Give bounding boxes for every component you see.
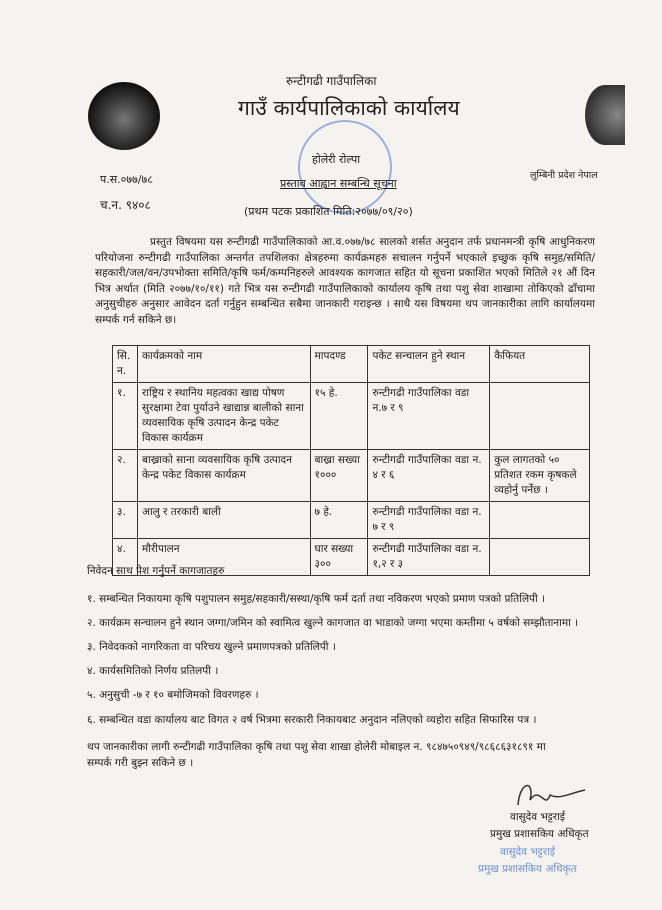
contact-line: थप जानकारीका लागी रुन्टीगढी गाउँपालिका कृषि तथा पशु सेवा शाखा होलेरी मोबाइल न. ९८४७५०९४९/९८६८६३१८९१ मा [87,741,546,753]
table-row [113,502,590,539]
cell-location: रुन्टीगढी गाउँपालिका वडा न.७ र ९ [368,383,490,450]
cell-sn: २. [113,450,138,502]
cell-criteria: ७ हे. [310,502,368,539]
cell-remarks: कुल लागतको ५० प्रतिशत रकम कृषकले व्यहोर्नु पर्नेछ । [490,450,590,502]
cell-program: बाख्राको साना व्यवसायिक कृषि उत्पादन केन्द्र पकेट विकास कार्यक्रम [137,450,310,502]
cell-remarks [490,383,590,450]
cell-location: रुन्टीगढी गाउँपालिका वडा न. १,२ र ३ [368,539,490,576]
province-emblem-logo [585,85,625,145]
cell-remarks [490,502,590,539]
signatory-name: वासुदेव भट्टराई [510,811,566,823]
cell-sn: ४. [113,539,138,576]
signature-mark [510,775,590,815]
header-cell: कैफियत [490,346,590,383]
contact-line: सम्पर्क गरी बुझ्न सकिने छ । [87,757,194,769]
cell-sn: १. [113,383,138,450]
cell-criteria: घार सख्या ३०० [310,539,368,576]
document-item: ५. अनुसुची -७ र १० बमोजिमको विवरणहरु । [87,689,259,701]
header-cell: कार्यक्रमको नाम [137,346,310,383]
document-item: ४. कार्यसमितिको निर्णय प्रतिलपी । [87,665,219,677]
table-row [113,450,590,502]
documents-heading: निवेदन साथ पेश गर्नुपर्ने कागजातहरु [87,565,225,577]
document-item: २. कार्यक्रम सन्चालन हुने स्थान जग्गा/जमिन को स्वामित्व खुल्ने कागजात वा भाडाको जग्गा भएमा कम्तीमा ५ वर्षको सम्झौतानामा । [87,617,579,629]
cell-criteria: बाख्रा सख्या १००० [310,450,368,502]
cell-program: मौरीपालन [137,539,310,576]
cell-location: रुन्टीगढी गाउँपालिका वडा न. ४ र ६ [368,450,490,502]
table-header-row [113,346,590,383]
province-name: लुम्बिनी प्रदेश नेपाल [530,170,598,181]
notice-paragraph: प्रस्तुत विषयमा यस रुन्टीगढी गाउँपालिकाको आ.व.०७७/७८ सालको शर्सत अनुदान तर्फ प्रधानमन्त्री कृषि आधुनिकरण परियोजना रुन्टीगढी गाउँपालिका अन्तर्गत तपशिलका क्षेत्रहरुमा कार्यक्रमहरु सचालन गर्नुपर्ने भएकाले इच्छुक कृषि समुह/समिति/सहकारी/जल/वन/उपभोक्ता समिति/कृषि फर्म/कम्पनिहरुले आवश्यक कागजात सहित यो सूचना प्रकाशित भएको मितिले २१ औं दिन भित्र अर्थात (मिति २०७७/१०/११) गते भित्र यस रुन्टीगढी गाउँपालिकाको कार्यालय कृषि तथा पशु सेवा शाखामा तोकिएको ढाँचामा अनुसुचीहरु अनुसार आवेदन दर्ता गर्नुहुन सम्बन्धित सबैमा जानकारी गराइन्छ । साथै यस विषयमा थप जानकारीका लागि कार्यालयमा सम्पर्क गर्न सकिने छ। [95,236,595,326]
header-cell: पकेट सन्चालन हुने स्थान [368,346,490,383]
table-row [113,383,590,450]
notice-subject: प्रस्ताव आह्वान सम्बन्धि सूचना [280,177,397,190]
cell-program: राष्ट्रिय र स्थानिय महत्वका खाद्य पोषण सुरक्षामा टेवा पुर्याउने खाद्यान्न बालीको साना व्यवसायिक कृषि उत्पादन केन्द्र पकेट विकास कार्यक्रम [137,383,310,450]
stamp-name: वासुदेव भट्टराई [500,846,556,858]
office-title: गाउँ कार्यपालिकाको कार्यालय [238,96,460,120]
cell-sn: ३. [113,502,138,539]
municipality-name: रुन्टीगढी गाउँपालिका [286,74,377,88]
header-cell: मापदण्ड [310,346,368,383]
header-cell: सि. न. [113,346,138,383]
cell-remarks [490,539,590,576]
cell-criteria: १५ हे. [310,383,368,450]
signatory-title: प्रमुख प्रशासकिय अधिकृत [490,828,589,840]
nepal-emblem-logo [88,82,160,150]
office-stamp [298,120,392,214]
document-item: ६. सम्बन्धित वडा कार्यालय बाट विगत २ वर्ष भित्रमा सरकारी निकायबाट अनुदान नलिएको व्यहोरा सहित सिफारिस पत्र । [87,714,537,726]
office-address: होलेरी रोल्पा [312,153,361,166]
document-item: ३. निवेदकको नागरिकता वा परिचय खुल्ने प्रमाणपत्रको प्रतिलिपी । [87,641,336,653]
document-item: १. सम्बन्धित निकायमा कृषि पशुपालन समुह/सहकारी/सस्था/कृषि फर्म दर्ता तथा नविकरण भएको प्रमाण पत्रको प्रतिलिपी । [87,593,546,605]
stamp-title: प्रमुख प्रशासकिय अधिकृत [478,863,577,875]
cell-location: रुन्टीगढी गाउँपालिका वडा न. ७ र ९ [368,502,490,539]
publish-date: (प्रथम पटक प्रकाशित मिति:२०७७/०९/२०) [244,205,413,218]
cell-program: आलु र तरकारी बाली [137,502,310,539]
program-table [112,345,590,576]
reference-number: प.स.०७७/७८ [100,173,153,186]
dispatch-number: च.न. ९४०८ [100,198,151,212]
